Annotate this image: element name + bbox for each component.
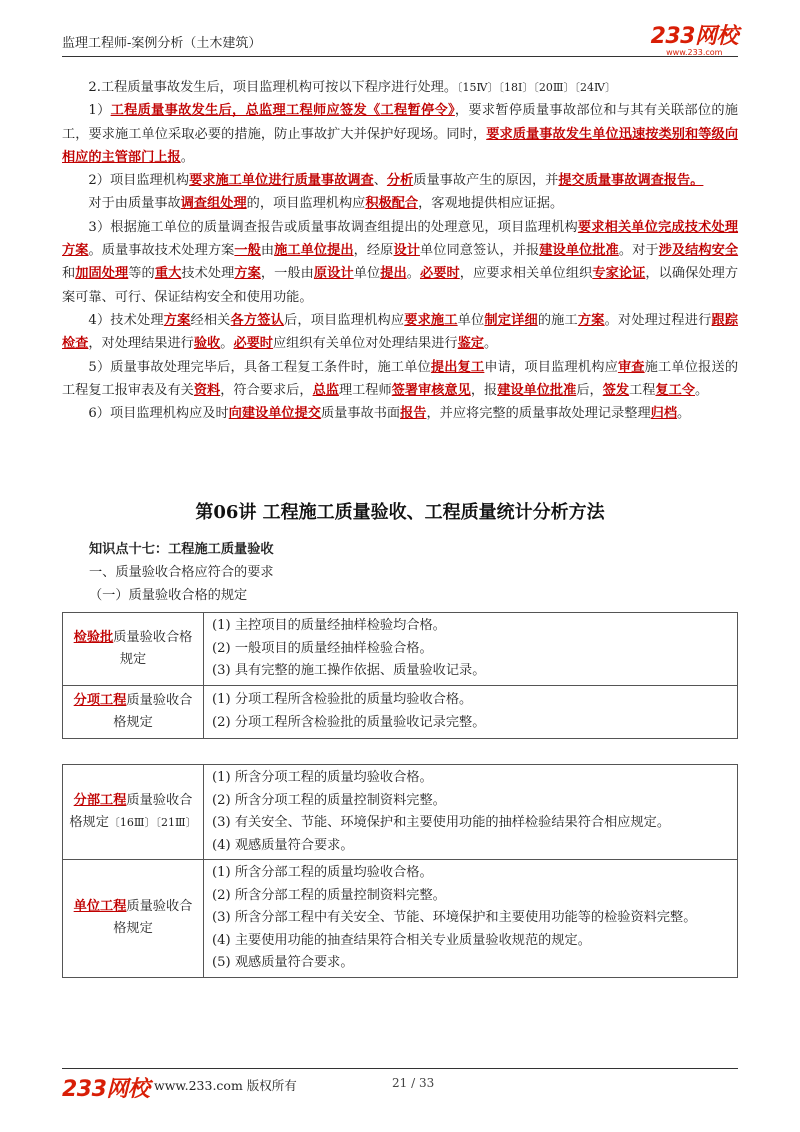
lecture-title: 第06讲 工程施工质量验收、工程质量统计分析方法	[195, 502, 605, 523]
intro-paragraph: 2.工程质量事故发生后，项目监理机构可按以下程序进行处理。〔15Ⅳ〕〔18Ⅰ〕〔20Ⅲ〕〔24Ⅳ〕	[88, 80, 616, 95]
table-row	[63, 685, 738, 738]
page-number: 21 / 33	[392, 1076, 435, 1090]
step-2-note: 对于由质量事故调查组处理的，项目监理机构应积极配合，客观地提供相应证据。	[88, 196, 564, 212]
brand-logo-url: www.233.com	[666, 48, 723, 57]
page-footer	[62, 1068, 738, 1102]
table-row	[63, 613, 738, 686]
step-6: 6）项目监理机构应及时向建设单位提交质量事故书面报告，并应将完整的质量事故处理记录整理归档。	[88, 406, 691, 422]
row-label: 分项工程质量验收合格规定	[63, 685, 204, 738]
footer-divider	[62, 1068, 738, 1069]
page-header	[62, 20, 738, 57]
knowledge-point	[62, 538, 274, 607]
header-title: 监理工程师-案例分析（土木建筑）	[62, 36, 262, 51]
acceptance-table-2	[62, 764, 738, 978]
main-content	[62, 76, 738, 425]
step-5: 5）质量事故处理完毕后，具备工程复工条件时，施工单位提出复工申请，项目监理机构应审查施工单位报送的工程复工报审表及有关资料，符合要求后，总监理工程师签署审核意见，报建设单位批准后，签发工程复工令。	[62, 359, 739, 398]
row-content: (1) 所含分部工程的质量均验收合格。 (2) 所含分部工程的质量控制资料完整。 (3) 所含分部工程中有关安全、节能、环境保护和主要使用功能等的检验资料完整。 (4) 主要使用功能的抽查结果符合相关专业质量验收规范的规定。 (5) 观感质量符合要求。	[204, 860, 738, 978]
acceptance-table-1	[62, 612, 738, 739]
step-2: 2）项目监理机构要求施工单位进行质量事故调查、分析质量事故产生的原因，并提交质量事故调查报告。	[88, 173, 704, 189]
section-heading: 一、质量验收合格应符合的要求	[89, 565, 274, 580]
table-row	[63, 860, 738, 978]
knowledge-title: 知识点十七：工程施工质量验收	[89, 542, 274, 557]
step-4: 4）技术处理方案经相关各方签认后，项目监理机构应要求施工单位制定详细的施工方案。对处理过程进行跟踪检查，对处理结果进行验收。必要时应组织有关单位对处理结果进行鉴定。	[62, 312, 739, 352]
step-3: 3）根据施工单位的质量调查报告或质量事故调查组提出的处理意见，项目监理机构要求相关单位完成技术处理方案。质量事故技术处理方案一般由施工单位提出，经原设计单位同意签认，并报建设单位批准。对于涉及结构安全和加固处理等的重大技术处理方案，一般由原设计单位提出。必要时，应要求相关单位组织专家论证，以确保处理方案可靠、可行、保证结构安全和使用功能。	[62, 219, 739, 305]
footer-site: www.233.com 版权所有	[154, 1078, 297, 1093]
brand-logo-text: 233网校	[650, 24, 738, 49]
row-content: (1) 分项工程所含检验批的质量均验收合格。 (2) 分项工程所含检验批的质量验收记录完整。	[204, 685, 738, 738]
exam-refs: 〔15Ⅳ〕〔18Ⅰ〕〔20Ⅲ〕〔24Ⅳ〕	[457, 81, 616, 94]
table-row	[63, 765, 738, 860]
header-divider	[62, 56, 738, 57]
row-label: 检验批质量验收合格规定	[63, 613, 204, 686]
row-content: (1) 所含分项工程的质量均验收合格。 (2) 所含分项工程的质量控制资料完整。 (3) 有关安全、节能、环境保护和主要使用功能的抽样检验结果符合相应规定。 (4) 观感质量符合要求。	[204, 765, 738, 860]
row-label: 单位工程质量验收合格规定	[63, 860, 204, 978]
subsection-heading: （一）质量验收合格的规定	[89, 588, 248, 603]
row-content: (1) 主控项目的质量经抽样检验均合格。 (2) 一般项目的质量经抽样检验合格。 (3) 具有完整的施工操作依据、质量验收记录。	[204, 613, 738, 686]
row-label: 分部工程质量验收合格规定〔16Ⅲ〕〔21Ⅲ〕	[63, 765, 204, 860]
step-1: 1）工程质量事故发生后，总监理工程师应签发《工程暂停令》，要求暂停质量事故部位和与其有关联部位的施工，要求施工单位采取必要的措施，防止事故扩大并保护好现场。同时，要求质量事故发生单位迅速按类别和等级向相应的主管部门上报。	[62, 103, 739, 165]
footer-logo: 233网校	[62, 1077, 150, 1102]
brand-logo	[651, 26, 738, 57]
